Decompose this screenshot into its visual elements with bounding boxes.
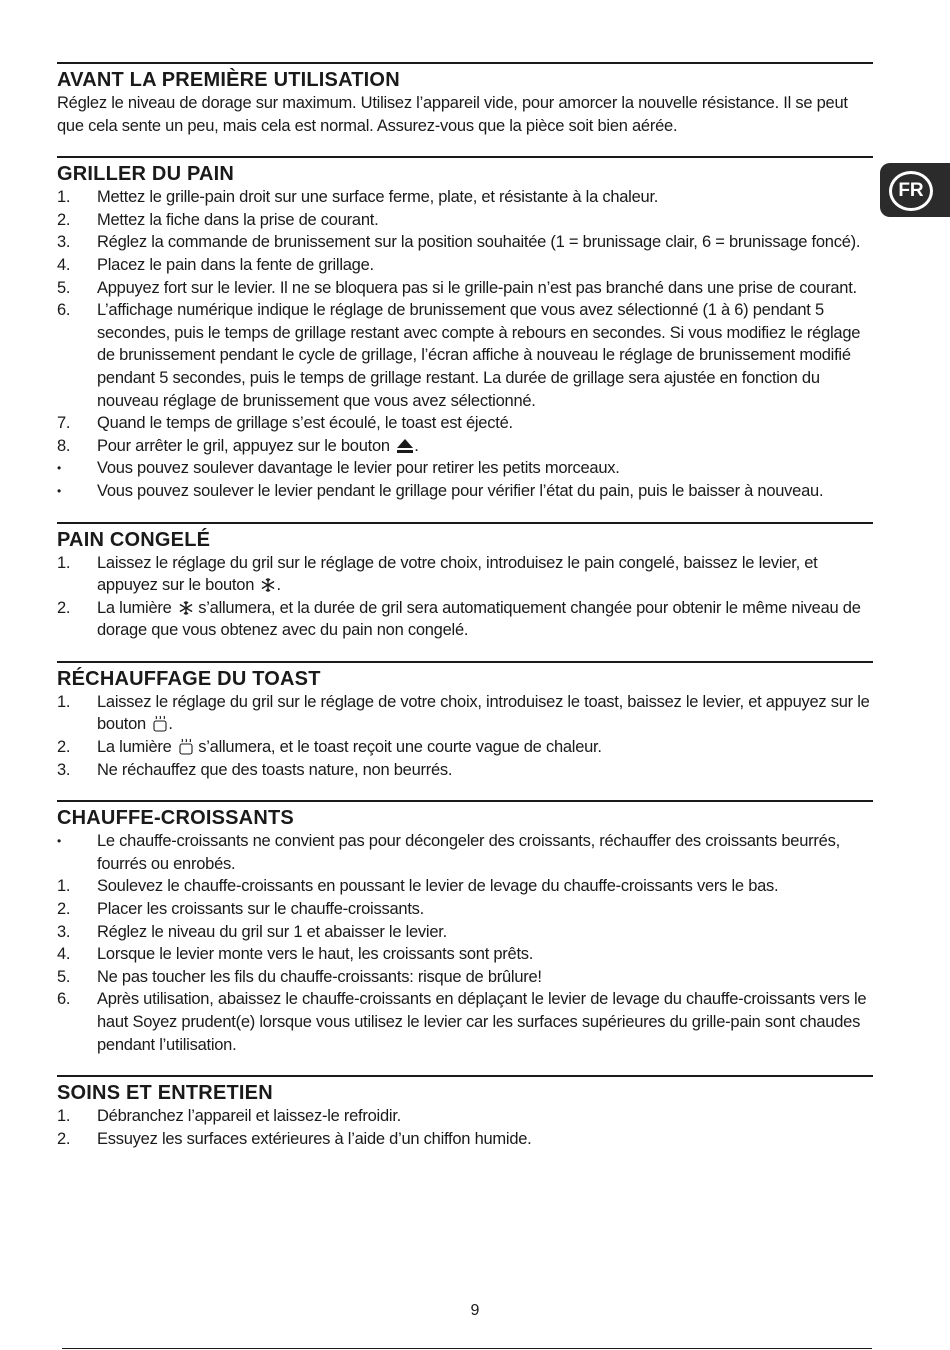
list-text: [97, 597, 873, 642]
list-item: [57, 830, 873, 875]
section-care: [57, 1075, 873, 1150]
list-item: [57, 412, 873, 435]
list-marker: 2.: [57, 738, 71, 757]
list-text: Ne pas toucher les fils du chauffe-croissants: risque de brûlure!: [97, 967, 542, 986]
list-marker: 3.: [57, 760, 71, 779]
list-item: [57, 1105, 873, 1128]
section-title: AVANT LA PREMIÈRE UTILISATION: [57, 69, 400, 91]
list-text: Le chauffe-croissants ne convient pas pour décongeler des croissants, réchauffer des croissants beurrés, fourrés ou enrobés.: [97, 832, 840, 873]
list-text: Vous pouvez soulever le levier pendant le grillage pour vérifier l’état du pain, puis le baisser à nouveau.: [97, 481, 824, 500]
list-item: [57, 254, 873, 277]
list-marker: 7.: [57, 414, 71, 433]
list-item: [57, 943, 873, 966]
list-text-after: .: [414, 436, 419, 455]
list-text: L’affichage numérique indique le réglage de brunissement que vous avez sélectionné (1 à 6) pendant 5 secondes, puis le temps de grillage restant avec compte à rebours en secondes. Si vous modifiez le réglage de brunissement pendant le cycle de grillage, l’écran affiche à nouveau le réglage de brunissement modifié pendant 5 secondes, puis le temps de grillage restant. La durée de grillage sera ajustée en fonction du nouveau réglage de brunissement que vous avez sélectionné.: [97, 301, 861, 410]
list-marker: 1.: [57, 877, 71, 896]
list-text-before: La lumière: [97, 738, 172, 757]
list-text: Soulevez le chauffe-croissants en poussant le levier de levage du chauffe-croissants vers le bas.: [97, 877, 779, 896]
list-item: [57, 988, 873, 1056]
section-toasting: [57, 156, 873, 502]
list-marker: 2.: [57, 598, 71, 617]
list-text: Essuyez les surfaces extérieures à l’aide d’un chiffon humide.: [97, 1129, 532, 1148]
list-text-before: La lumière: [97, 598, 172, 617]
list-item: [57, 1128, 873, 1151]
list-item: [57, 691, 873, 736]
list-text: Placez le pain dans la fente de grillage.: [97, 255, 374, 274]
list-marker: 5.: [57, 278, 71, 297]
page-number: 9: [470, 1302, 480, 1319]
snowflake-icon: [260, 577, 276, 593]
list-text: Lorsque le levier monte vers le haut, les croissants sont prêts.: [97, 945, 534, 964]
list-text: Réglez le niveau du gril sur 1 et abaisser le levier.: [97, 922, 447, 941]
list-marker: •: [57, 483, 61, 498]
reheat-icon: [152, 715, 168, 732]
list-item: [57, 759, 873, 782]
list-marker: 1.: [57, 188, 71, 207]
section-reheat: [57, 661, 873, 781]
section-title: PAIN CONGELÉ: [57, 528, 211, 551]
list-item: [57, 435, 873, 458]
section-croissant-warmer: [57, 800, 873, 1056]
list-item: [57, 736, 873, 759]
list-text-after: .: [168, 715, 173, 734]
list-text: Ne réchauffez que des toasts nature, non beurrés.: [97, 760, 453, 779]
language-tab: [880, 163, 950, 217]
list-item: [57, 231, 873, 254]
list-item: [57, 597, 873, 642]
list-text: [97, 552, 873, 597]
list-marker: 3.: [57, 922, 71, 941]
document-body: [57, 62, 873, 1169]
list-text-before: Pour arrêter le gril, appuyez sur le bouton: [97, 436, 390, 455]
reheat-icon: [178, 738, 194, 755]
section-paragraph: Réglez le niveau de dorage sur maximum. Utilisez l’appareil vide, pour amorcer la nouvelle résistance. Il se peut que cela sente un peu, mais cela est normal. Assurez-vous que la pièce soit bien aérée.: [57, 94, 848, 135]
list-item: [57, 480, 873, 503]
list-marker: 1.: [57, 1107, 71, 1126]
list-text: [97, 435, 873, 458]
section-first-use: [57, 62, 873, 137]
list-marker: 4.: [57, 255, 71, 274]
list-text: Débranchez l’appareil et laissez-le refroidir.: [97, 1107, 401, 1126]
list-marker: 4.: [57, 945, 71, 964]
list-text: [97, 736, 873, 759]
list-item: [57, 209, 873, 232]
list-item: [57, 552, 873, 597]
list-marker: 8.: [57, 436, 71, 455]
list-marker: 6.: [57, 990, 71, 1009]
list-item: [57, 186, 873, 209]
section-title: GRILLER DU PAIN: [57, 163, 235, 186]
section-title: RÉCHAUFFAGE DU TOAST: [57, 667, 321, 690]
list-text: Après utilisation, abaissez le chauffe-croissants en déplaçant le levier de levage du chauffe-croissants vers le haut Soyez prudent(e) lorsque vous utilisez le levier car les surfaces supérieures du grille-pain sont chaudes pendant l’utilisation.: [97, 990, 867, 1054]
list-text-after: s’allumera, et la durée de gril sera automatiquement changée pour obtenir le même niveau de dorage que vous obtenez avec du pain non congelé.: [97, 598, 861, 640]
list-text: Appuyez fort sur le levier. Il ne se bloquera pas si le grille-pain n’est pas branché dans une prise de courant.: [97, 278, 857, 297]
list-marker: 2.: [57, 900, 71, 919]
list-marker: 1.: [57, 692, 71, 711]
list-marker: 6.: [57, 301, 71, 320]
section-title: CHAUFFE-CROISSANTS: [57, 807, 294, 830]
list-text: Mettez le grille-pain droit sur une surface ferme, plate, et résistante à la chaleur.: [97, 188, 659, 207]
list-item: [57, 966, 873, 989]
list-marker: 2.: [57, 210, 71, 229]
list-item: [57, 457, 873, 480]
list-marker: •: [57, 461, 61, 476]
list-text-before: Laissez le réglage du gril sur le réglage de votre choix, introduisez le toast, baissez le levier, et appuyez sur le bouton: [97, 692, 870, 734]
list-item: [57, 875, 873, 898]
list-text-after: s’allumera, et le toast reçoit une courte vague de chaleur.: [198, 738, 602, 757]
list-text: Quand le temps de grillage s’est écoulé, le toast est éjecté.: [97, 414, 513, 433]
list-marker: 1.: [57, 553, 71, 572]
footer-divider: [62, 1348, 872, 1349]
list-text-after: .: [276, 576, 281, 595]
list-marker: 5.: [57, 967, 71, 986]
eject-icon: [396, 438, 414, 454]
list-marker: 3.: [57, 233, 71, 252]
list-item: [57, 299, 873, 412]
snowflake-icon: [178, 600, 194, 616]
list-text: Placer les croissants sur le chauffe-croissants.: [97, 900, 424, 919]
section-frozen-bread: [57, 522, 873, 642]
section-title: SOINS ET ENTRETIEN: [57, 1082, 273, 1105]
list-item: [57, 898, 873, 921]
list-marker: •: [57, 834, 61, 849]
list-text: [97, 691, 873, 736]
list-text: Réglez la commande de brunissement sur la position souhaitée (1 = brunissage clair, 6 = brunissage foncé).: [97, 233, 861, 252]
language-label: FR: [889, 171, 933, 211]
list-item: [57, 921, 873, 944]
list-text-before: Laissez le réglage du gril sur le réglage de votre choix, introduisez le pain congelé, baissez le levier, et appuyez sur le bouton: [97, 553, 818, 595]
list-text: Mettez la fiche dans la prise de courant.: [97, 210, 379, 229]
list-marker: 2.: [57, 1129, 71, 1148]
list-text: Vous pouvez soulever davantage le levier pour retirer les petits morceaux.: [97, 459, 620, 478]
list-item: [57, 277, 873, 300]
